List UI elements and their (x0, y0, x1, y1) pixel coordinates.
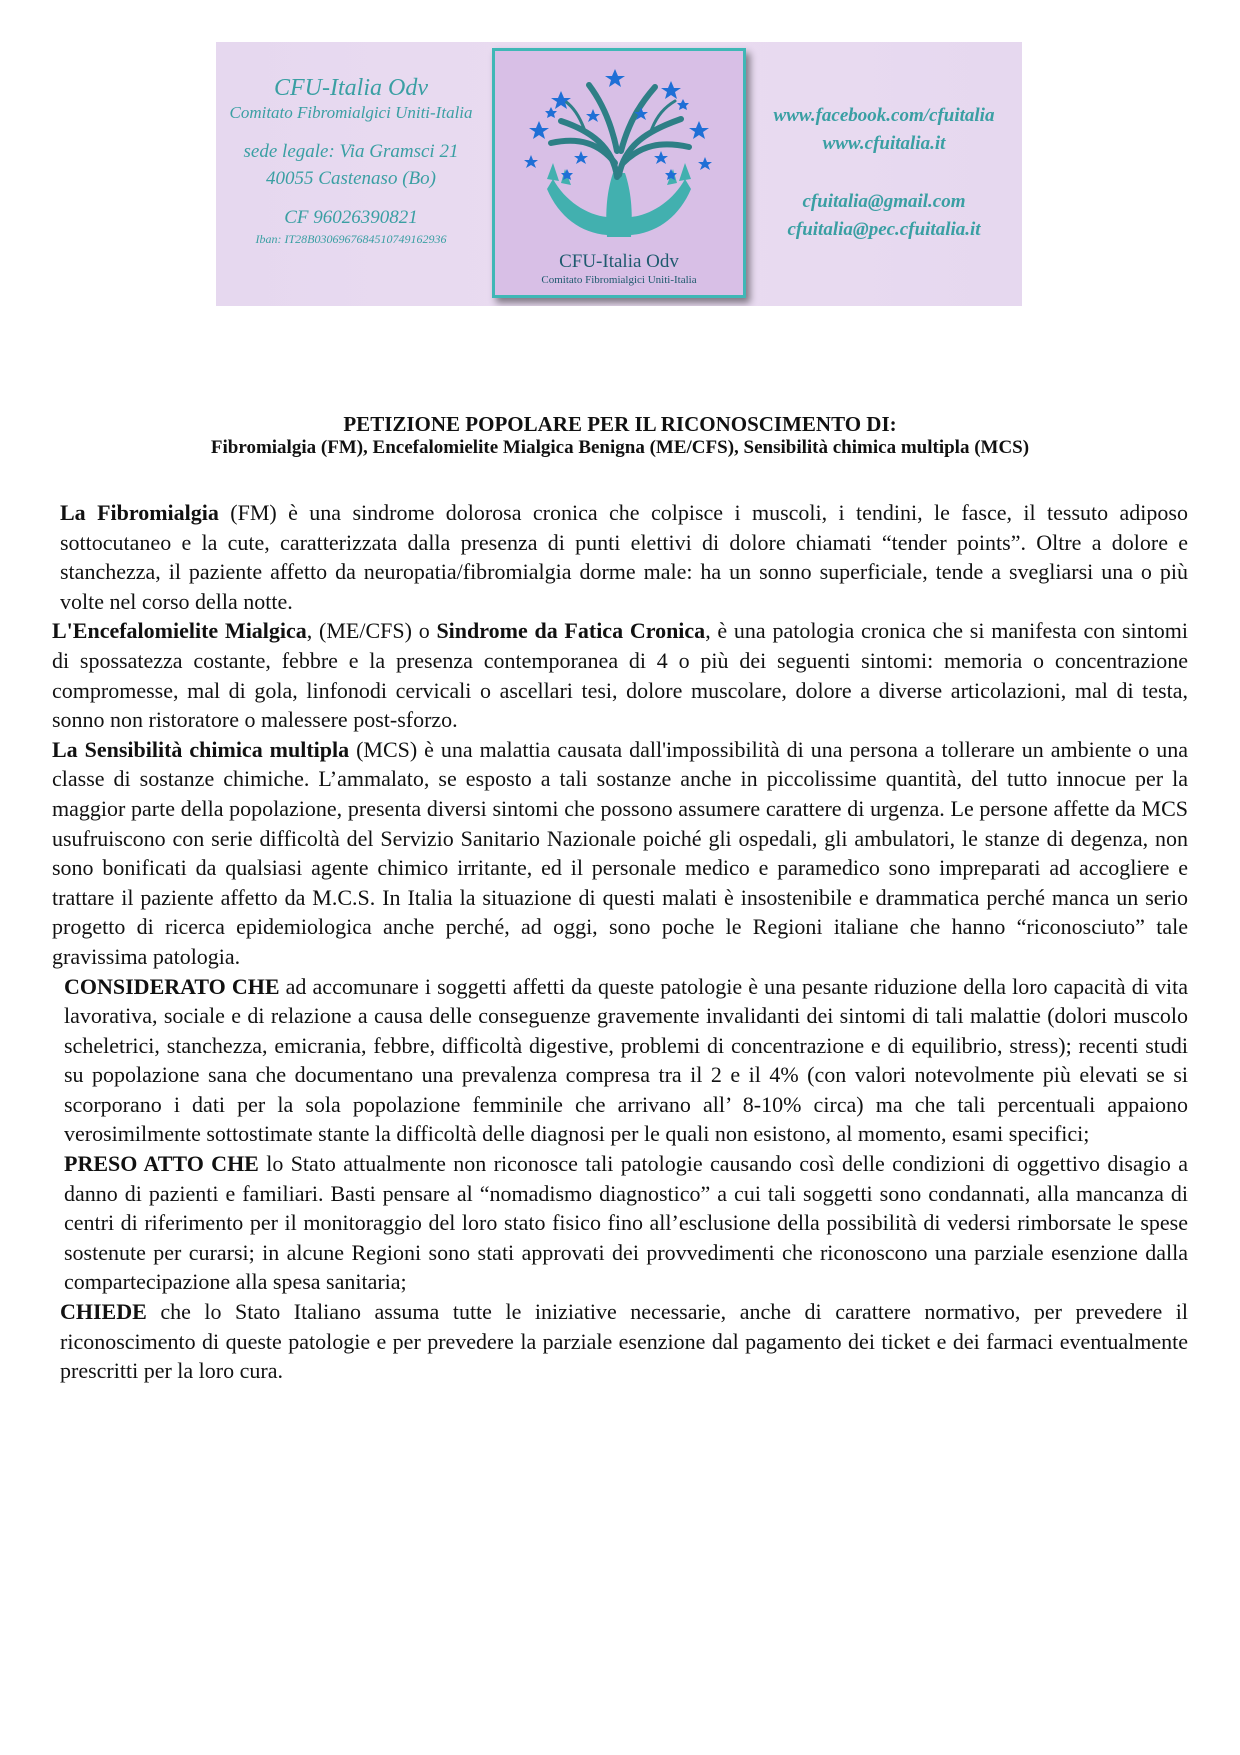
logo (492, 48, 746, 298)
org-info (216, 74, 486, 248)
header-banner (216, 42, 1022, 306)
paragraph-text: lo Stato attualmente non riconosce tali patologie causando così delle condizioni di oggettivo disagio a danno di pazienti e familiari. Basti pensare al “nomadismo diagnostico” a cui tali soggetti sono condannati, alla mancanza di centri di riferimento per il monitoraggio del loro stato fisico fino all’esclusione della possibilità di vedersi rimborsate le spese sostenute per curarsi; in alcune Regioni sono stati approvati dei provvedimenti che riconoscono una parziale esenzione dalla compartecipazione alla spesa sanitaria; (64, 1151, 1188, 1295)
facebook-link[interactable]: www.facebook.com/cfuitalia (773, 105, 995, 126)
paragraph-fibromialgia (52, 498, 1188, 616)
address-line-1: sede legale: Via Gramsci 21 (243, 141, 459, 162)
logo-caption-name: CFU-Italia Odv (559, 251, 679, 272)
term-fatica-cronica: Sindrome da Fatica Cronica (436, 618, 706, 644)
document-subtitle: Fibromialgia (FM), Encefalomielite Mialgica Benigna (ME/CFS), Sensibilità chimica multipla (MCS) (210, 437, 1030, 458)
paragraph-considerato (52, 972, 1188, 1150)
email-link[interactable]: cfuitalia@gmail.com (802, 191, 966, 212)
paragraph-preso-atto (52, 1149, 1188, 1297)
paragraph-text: (FM) è una sindrome dolorosa cronica che colpisce i muscoli, i tendini, le fasce, il tessuto adiposo sottocutaneo e la cute, caratterizzata dalla presenza di punti elettivi di dolore chiamati “tender points”. Oltre a dolore e stanchezza, il paziente affetto da neuropatia/fibromialgia dorme male: ha un sonno superficiale, tende a svegliarsi una o più volte nel corso della notte. (60, 500, 1188, 614)
pec-email-link[interactable]: cfuitalia@pec.cfuitalia.it (787, 219, 981, 240)
paragraph-text: , (ME/CFS) o (306, 618, 437, 644)
address-line-2: 40055 Castenaso (Bo) (266, 168, 436, 189)
document-title: PETIZIONE POPOLARE PER IL RICONOSCIMENTO DI: (343, 412, 897, 436)
paragraph-text: ad accomunare i soggetti affetti da queste patologie è una pesante riduzione della loro capacità di vita lavorativa, sociale e di relazione a causa delle conseguenze gravemente invalidanti dei sintomi di tali malattie (dolori muscolo scheletrici, stanchezza, emicrania, febbre, difficoltà digestive, problemi di concentrazione e di equilibrio, stress); recenti studi su popolazione sana che documentano una prevalenza compresa tra il 2 e il 4% (con valori notevolmente più elevati se si scorporano i dati per la sola popolazione femminile che arrivano all’ 8-10% circa) ma che tali percentuali appaiono verosimilmente sottostimate stante la difficoltà delle diagnosi per le quali non esistono, al momento, esami specifici; (64, 973, 1188, 1147)
paragraph-encefalomielite (52, 616, 1188, 734)
logo-caption-full: Comitato Fibromialgici Uniti-Italia (541, 274, 697, 286)
paragraph-text: che lo Stato Italiano assuma tutte le iniziative necessarie, anche di carattere normativo, per prevedere il riconoscimento di queste patologie e per prevedere la parziale esenzione dal pagamento dei ticket e dei farmaci eventualmente prescritti per la loro cura. (60, 1299, 1188, 1384)
term-considerato-che: CONSIDERATO CHE (64, 973, 280, 999)
term-fibromialgia: La Fibromialgia (60, 500, 219, 525)
paragraph-chiede (52, 1297, 1188, 1386)
logo-caption (495, 251, 743, 287)
contact-info (746, 102, 1022, 244)
fiscal-code: CF 96026390821 (284, 207, 418, 228)
org-name: CFU-Italia Odv (274, 75, 428, 101)
term-mcs: La Sensibilità chimica multipla (52, 736, 350, 762)
term-chiede: CHIEDE (60, 1299, 147, 1325)
term-preso-atto-che: PRESO ATTO CHE (64, 1151, 259, 1177)
website-link[interactable]: www.cfuitalia.it (822, 133, 946, 154)
paragraph-mcs (52, 735, 1188, 972)
org-full-name: Comitato Fibromialgici Uniti-Italia (229, 103, 473, 122)
document-body (52, 498, 1188, 1386)
paragraph-text: (MCS) è una malattia causata dall'impossibilità di una persona a tollerare un ambiente o una classe di sostanze chimiche. L’ammalato, se esposto a tali sostanze anche in piccolissime quantità, del tutto innocue per la maggior parte della popolazione, presenta diversi sintomi che possono assumere carattere di urgenza. Le persone affette da MCS usufruiscono con serie difficoltà del Servizio Sanitario Nazionale poiché gli ospedali, gli ambulatori, le stanze di degenza, non sono bonificati da qualsiasi agente chimico irritante, ed il personale medico e paramedico sono impreparati ad accogliere e trattare il paziente affetto da M.C.S. In Italia la situazione di questi malati è insostenibile e drammatica perché manca un serio progetto di ricerca epidemiologica anche perché, ad oggi, sono poche le Regioni italiane che hanno “riconosciuto” tale gravissima patologia. (52, 736, 1189, 969)
iban: Iban: IT28B0306967684510749162936 (255, 232, 447, 246)
paragraph-text: , è una patologia cronica che si manifesta con sintomi di spossatezza costante, febbre e la presenza contemporanea di 4 o più dei seguenti sintomi: memoria o concentrazione compromesse, mal di gola, linfonodi cervicali o ascellari tesi, dolore muscolare, dolore a diverse articolazioni, mal di testa, sonno non ristoratore o malessere post-sforzo. (52, 618, 1188, 733)
term-encefalomielite: L'Encefalomielite Mialgica (52, 618, 307, 644)
